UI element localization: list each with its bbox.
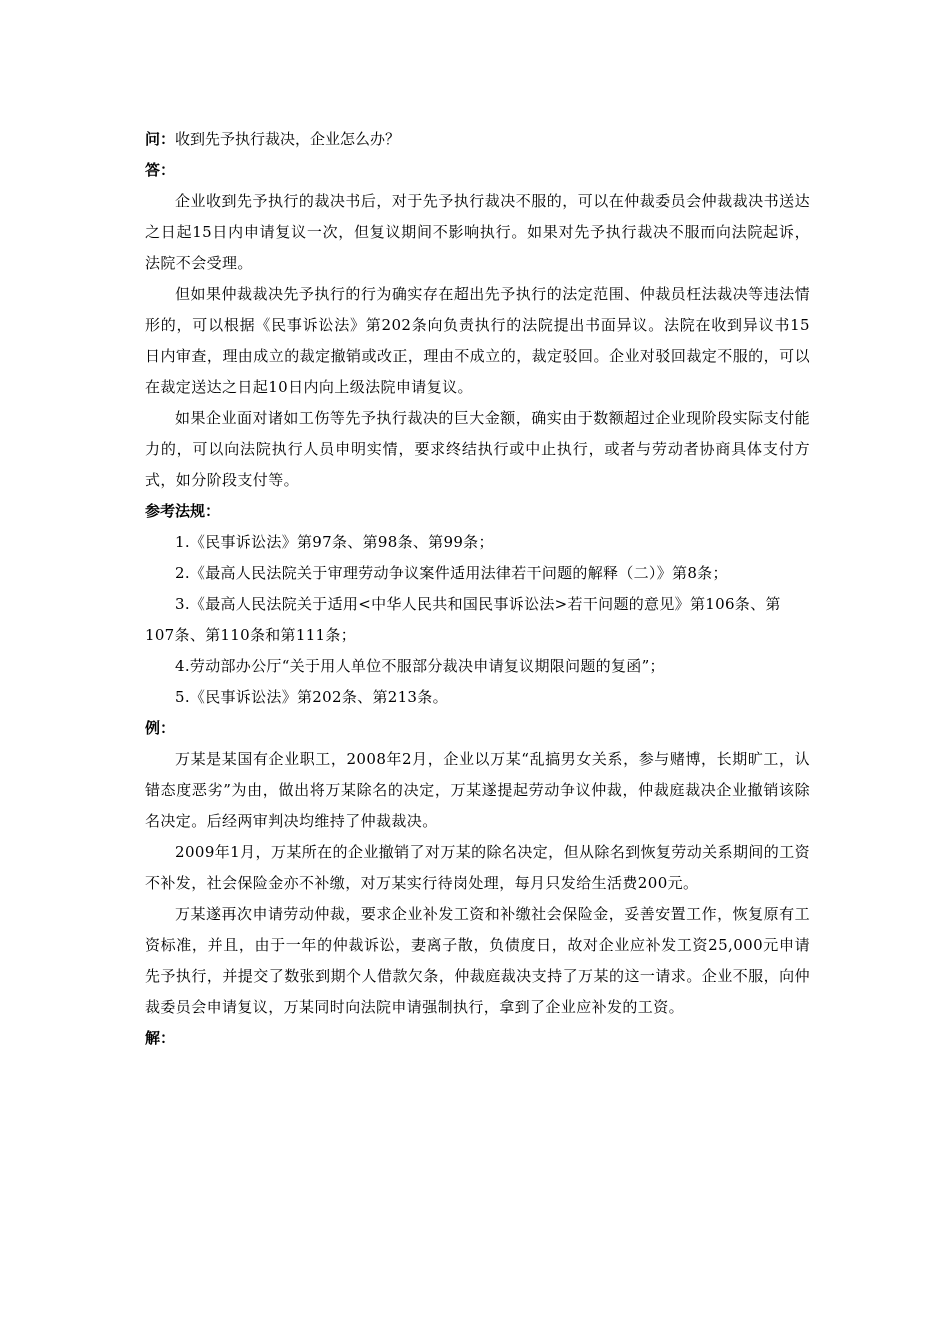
solution-label: 解： (145, 1029, 176, 1047)
reference-item: 1.《民事诉讼法》第97条、第98条、第99条； (175, 533, 494, 551)
question-label: 问： (145, 130, 176, 148)
question-text: 收到先予执行裁决，企业怎么办？ (175, 130, 401, 148)
answer-paragraph: 但如果仲裁裁决先予执行的行为确实存在超出先予执行的法定范围、仲裁员枉法裁决等违法情形的，可以根据《民事诉讼法》第202条向负责执行的法院提出书面异议。法院在收到异议书15日内审查，理由成立的裁定撤销或改正，理由不成立的，裁定驳回。企业对驳回裁定不服的，可以在裁定送达之日起10日内向上级法院申请复议。 (145, 285, 810, 396)
example-paragraph: 万某是某国有企业职工，2008年2月，企业以万某“乱搞男女关系，参与赌博，长期旷工，认错态度恶劣”为由，做出将万某除名的决定，万某遂提起劳动争议仲裁，仲裁庭裁决企业撤销该除名决定。后经两审判决均维持了仲裁裁决。 (145, 750, 810, 830)
reference-item: 4.劳动部办公厅“关于用人单位不服部分裁决申请复议期限问题的复函”； (175, 657, 665, 675)
answer-paragraph: 如果企业面对诸如工伤等先予执行裁决的巨大金额，确实由于数额超过企业现阶段实际支付能力的，可以向法院执行人员申明实情，要求终结执行或中止执行，或者与劳动者协商具体支付方式，如分阶段支付等。 (145, 409, 810, 489)
question-heading (145, 124, 810, 155)
example-label: 例： (145, 719, 176, 737)
reference-item: 5.《民事诉讼法》第202条、第213条。 (175, 688, 448, 706)
example-paragraph: 万某遂再次申请劳动仲裁，要求企业补发工资和补缴社会保险金，妥善安置工作，恢复原有工资标准，并且，由于一年的仲裁诉讼，妻离子散，负债度日，故对企业应补发工资25,000元申请先予执行，并提交了数张到期个人借款欠条，仲裁庭裁决支持了万某的这一请求。企业不服，向仲裁委员会申请复议，万某同时向法院申请强制执行，拿到了企业应补发的工资。 (145, 905, 810, 1016)
answer-label: 答： (145, 161, 176, 179)
answer-paragraph: 企业收到先予执行的裁决书后，对于先予执行裁决不服的，可以在仲裁委员会仲裁裁决书送达之日起15日内申请复议一次，但复议期间不影响执行。如果对先予执行裁决不服而向法院起诉，法院不会受理。 (145, 192, 810, 272)
example-paragraph: 2009年1月，万某所在的企业撤销了对万某的除名决定，但从除名到恢复劳动关系期间的工资不补发，社会保险金亦不补缴，对万某实行待岗处理，每月只发给生活费200元。 (145, 843, 810, 892)
reference-item: 3.《最高人民法院关于适用<中华人民共和国民事诉讼法>若干问题的意见》第106条、第107条、第110条和第111条； (145, 595, 781, 644)
document-page (145, 124, 810, 1054)
references-label: 参考法规： (145, 502, 221, 520)
reference-item: 2.《最高人民法院关于审理劳动争议案件适用法律若干问题的解释（二）》第8条； (175, 564, 728, 582)
